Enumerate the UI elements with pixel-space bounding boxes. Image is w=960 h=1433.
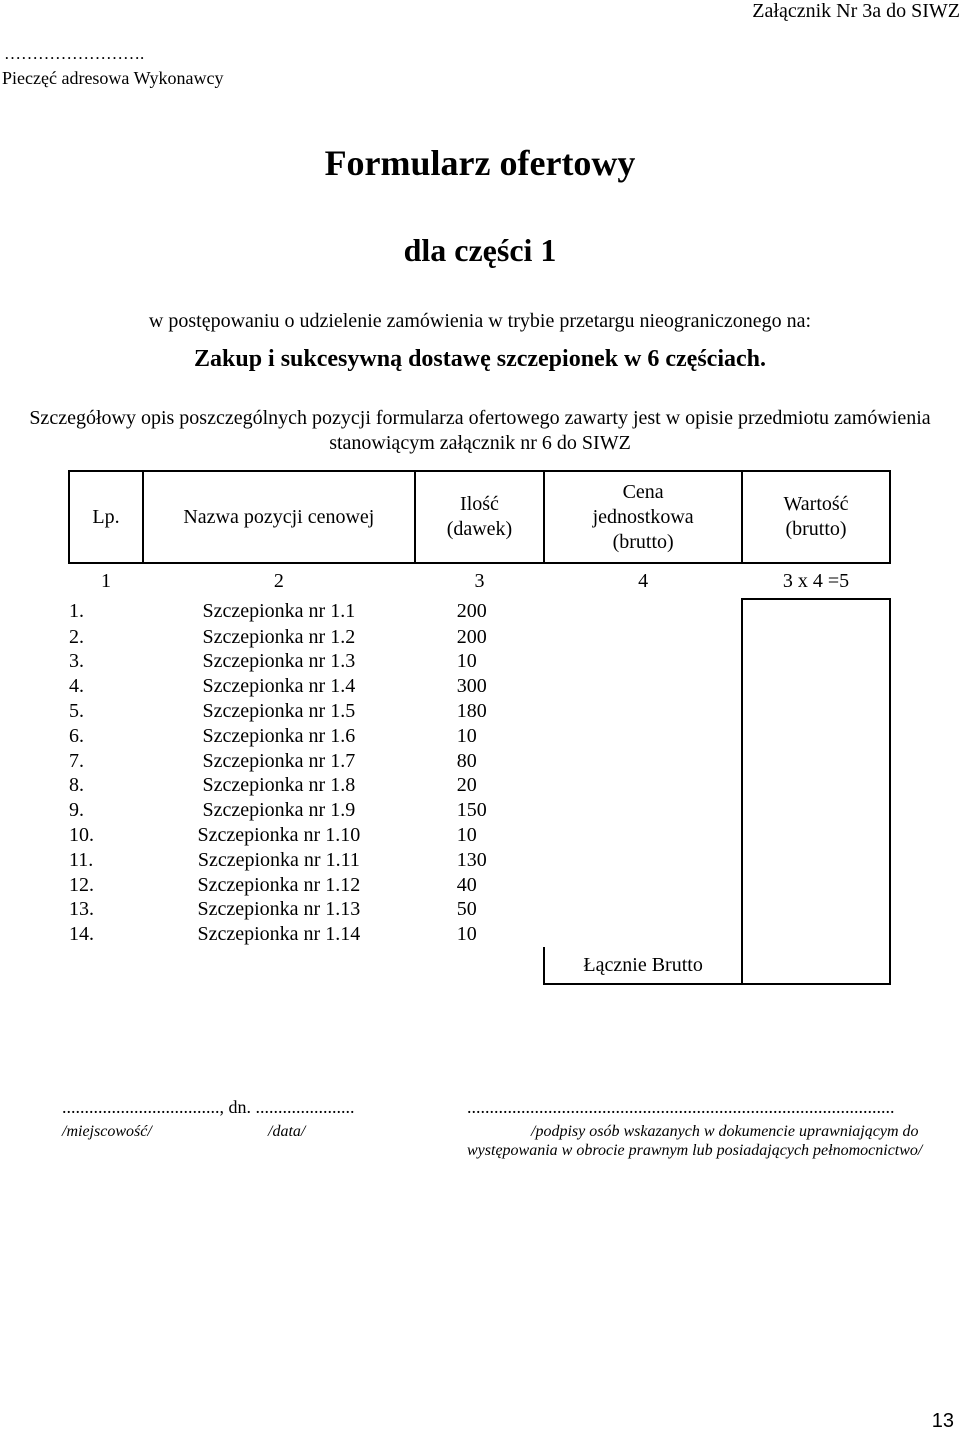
table-row xyxy=(69,699,890,724)
cell-lp: 3. xyxy=(69,650,84,673)
colnum-5: 3 x 4 =5 xyxy=(742,563,890,599)
cell-name: Szczepionka nr 1.10 xyxy=(197,824,361,847)
cell-price xyxy=(544,599,742,625)
signature-dots: ............................................................................................... xyxy=(467,1097,895,1117)
table-header-row xyxy=(69,471,890,563)
table-row xyxy=(69,823,890,848)
cell-price xyxy=(544,823,742,848)
cell-price xyxy=(544,724,742,749)
total-empty-cell xyxy=(143,947,415,984)
table-row xyxy=(69,674,890,699)
table-row xyxy=(69,749,890,774)
table-row xyxy=(69,599,890,625)
place-label: /miejscowość/ xyxy=(62,1123,152,1140)
total-empty-cell xyxy=(415,947,544,984)
cell-name: Szczepionka nr 1.5 xyxy=(202,700,356,723)
offer-table xyxy=(68,470,891,985)
cell-value xyxy=(742,873,890,898)
header-price: Cena jednostkowa (brutto) xyxy=(544,471,742,563)
table-row xyxy=(69,898,890,923)
cell-name: Szczepionka nr 1.4 xyxy=(202,675,356,698)
table-row xyxy=(69,650,890,675)
cell-name: Szczepionka nr 1.12 xyxy=(197,873,361,896)
cell-qty: 300 xyxy=(456,675,487,698)
page-number: 13 xyxy=(931,1410,954,1432)
page-title: Formularz ofertowy xyxy=(324,143,636,183)
cell-qty: 130 xyxy=(456,848,487,871)
subject-text: Zakup i sukcesywną dostawę szczepionek w 6 częściach. xyxy=(193,346,766,372)
cell-name: Szczepionka nr 1.6 xyxy=(202,724,356,747)
cell-lp: 1. xyxy=(69,600,84,623)
annex-label: Załącznik Nr 3a do SIWZ xyxy=(752,0,960,22)
cell-value xyxy=(742,749,890,774)
cell-name: Szczepionka nr 1.13 xyxy=(197,898,361,921)
cell-value xyxy=(742,823,890,848)
cell-qty: 200 xyxy=(456,600,487,623)
cell-value xyxy=(742,650,890,675)
cell-name: Szczepionka nr 1.1 xyxy=(202,600,356,623)
cell-price xyxy=(544,798,742,823)
cell-value xyxy=(742,625,890,650)
cell-qty: 10 xyxy=(456,724,477,747)
header-lp: Lp. xyxy=(69,471,143,563)
cell-value xyxy=(742,898,890,923)
cell-lp: 12. xyxy=(69,873,94,896)
cell-price xyxy=(544,774,742,799)
cell-price xyxy=(544,674,742,699)
cell-price xyxy=(544,650,742,675)
cell-lp: 10. xyxy=(69,824,94,847)
cell-value xyxy=(742,724,890,749)
signature-label-line-1: /podpisy osób wskazanych w dokumencie uprawniającym do xyxy=(531,1123,919,1140)
cell-lp: 9. xyxy=(69,799,84,822)
cell-value xyxy=(742,599,890,625)
cell-qty: 180 xyxy=(456,700,487,723)
header-qty: Ilość (dawek) xyxy=(415,471,544,563)
cell-lp: 11. xyxy=(69,848,94,871)
cell-lp: 2. xyxy=(69,625,84,648)
cell-value xyxy=(742,774,890,799)
cell-qty: 10 xyxy=(456,824,477,847)
total-value-field[interactable] xyxy=(742,947,890,984)
cell-price xyxy=(544,922,742,947)
cell-value xyxy=(742,699,890,724)
table-row xyxy=(69,774,890,799)
cell-qty: 150 xyxy=(456,799,487,822)
cell-name: Szczepionka nr 1.9 xyxy=(202,799,356,822)
cell-value xyxy=(742,674,890,699)
header-value: Wartość (brutto) xyxy=(742,471,890,563)
cell-qty: 10 xyxy=(456,650,477,673)
cell-name: Szczepionka nr 1.11 xyxy=(197,848,360,871)
cell-lp: 13. xyxy=(69,898,94,921)
description-line-1: Szczegółowy opis poszczególnych pozycji formularza ofertowego zawarty jest w opisie przedmiotu zamówienia xyxy=(29,407,931,429)
signature-label-line-2: występowania w obrocie prawnym lub posiadających pełnomocnictwo/ xyxy=(467,1142,923,1159)
table-row xyxy=(69,922,890,947)
cell-price xyxy=(544,848,742,873)
colnum-3: 3 xyxy=(415,563,544,599)
cell-name: Szczepionka nr 1.7 xyxy=(202,749,356,772)
cell-lp: 8. xyxy=(69,774,84,797)
column-number-row xyxy=(69,563,890,599)
cell-price xyxy=(544,898,742,923)
total-empty-cell xyxy=(69,947,143,984)
header-name: Nazwa pozycji cenowej xyxy=(143,471,415,563)
place-date-dots: ..................................., dn. ...................... xyxy=(62,1097,355,1117)
cell-qty: 200 xyxy=(456,625,487,648)
cell-lp: 5. xyxy=(69,700,84,723)
cell-name: Szczepionka nr 1.8 xyxy=(202,774,356,797)
cell-lp: 14. xyxy=(69,923,94,946)
stamp-label: Pieczęć adresowa Wykonawcy xyxy=(2,68,224,88)
cell-qty: 20 xyxy=(456,774,477,797)
table-row xyxy=(69,724,890,749)
table-row xyxy=(69,873,890,898)
cell-price xyxy=(544,873,742,898)
cell-lp: 7. xyxy=(69,749,84,772)
cell-value xyxy=(742,922,890,947)
cell-qty: 50 xyxy=(456,898,477,921)
stamp-dots: ……………………. xyxy=(4,44,145,63)
cell-price xyxy=(544,749,742,774)
cell-price xyxy=(544,625,742,650)
cell-lp: 6. xyxy=(69,724,84,747)
cell-lp: 4. xyxy=(69,675,84,698)
colnum-1: 1 xyxy=(69,563,143,599)
cell-value xyxy=(742,848,890,873)
table-row xyxy=(69,798,890,823)
colnum-4: 4 xyxy=(544,563,742,599)
cell-value xyxy=(742,798,890,823)
cell-qty: 80 xyxy=(456,749,477,772)
cell-name: Szczepionka nr 1.14 xyxy=(197,923,361,946)
cell-qty: 40 xyxy=(456,873,477,896)
description-line-2: stanowiącym załącznik nr 6 do SIWZ xyxy=(329,432,631,454)
page-subtitle: dla części 1 xyxy=(403,232,557,268)
total-label: Łącznie Brutto xyxy=(544,947,742,984)
total-row xyxy=(69,947,890,984)
date-label: /data/ xyxy=(268,1123,306,1140)
cell-name: Szczepionka nr 1.2 xyxy=(202,625,356,648)
table-row xyxy=(69,848,890,873)
cell-name: Szczepionka nr 1.3 xyxy=(202,650,356,673)
cell-qty: 10 xyxy=(456,923,477,946)
procedure-text: w postępowaniu o udzielenie zamówienia w trybie przetargu nieograniczonego na: xyxy=(148,310,812,332)
colnum-2: 2 xyxy=(143,563,415,599)
table-row xyxy=(69,625,890,650)
cell-price xyxy=(544,699,742,724)
